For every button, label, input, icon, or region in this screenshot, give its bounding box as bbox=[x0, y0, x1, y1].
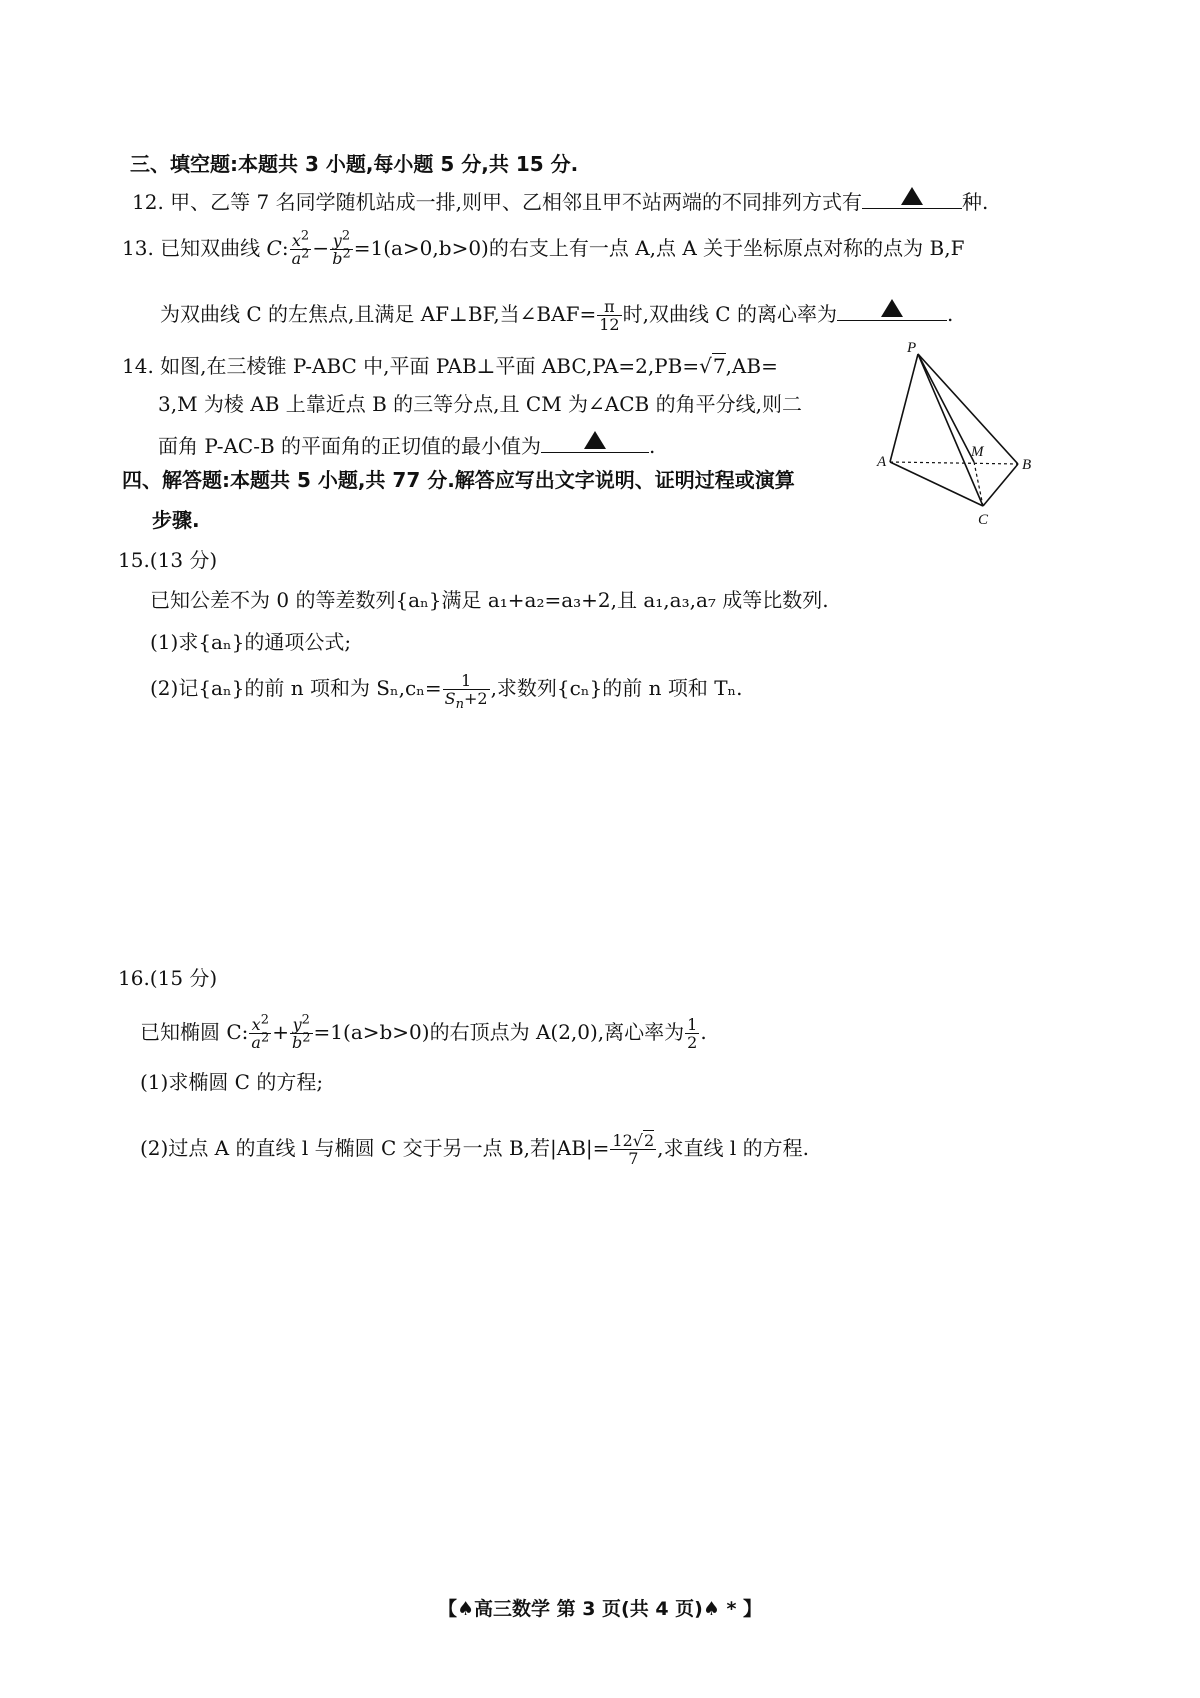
section-4-title-line2: 步骤. bbox=[152, 508, 200, 532]
edge-AC bbox=[890, 462, 983, 506]
q15-part2a: (2)记{aₙ}的前 n 项和为 Sₙ,cₙ= bbox=[150, 676, 442, 700]
q12-text: 12. 甲、乙等 7 名同学随机站成一排,则甲、乙相邻且甲不站两端的不同排列方式有 bbox=[132, 190, 862, 214]
answer-blank[interactable] bbox=[837, 296, 947, 321]
fraction-ab-length: $\frac{12√2}{7}$ bbox=[612, 1131, 655, 1168]
question-15-stem: 已知公差不为 0 的等差数列{aₙ}满足 a₁+a₂=a₃+2,且 a₁,a₃,a₇ 成等比数列. bbox=[150, 588, 829, 612]
question-16-part2 bbox=[140, 1132, 809, 1167]
fraction: $\frac{x^2}{a^2}$ bbox=[251, 1012, 270, 1052]
question-13: 13. 已知双曲线 C: $\frac{x^2}{a^2}$ − $\frac{y^2}{b^2}$ =1(a>0,b>0)的右支上有一点 A,点 A 关于坐标原点对称的点为 B,F bbox=[122, 228, 965, 268]
q16-stem-b: =1(a>b>0)的右顶点为 A(2,0),离心率为 bbox=[313, 1020, 685, 1044]
edge-PC bbox=[918, 354, 983, 506]
edge-AB-hidden bbox=[890, 462, 1018, 464]
q13-line2b: 时,双曲线 C 的离心率为 bbox=[622, 302, 837, 326]
section-4-title: 四、解答题:本题共 5 小题,共 77 分.解答应写出文字说明、证明过程或演算 bbox=[122, 468, 795, 492]
edge-PA bbox=[890, 354, 918, 462]
fraction: $\frac{y^2}{b^2}$ bbox=[332, 228, 351, 268]
question-13-line2: 为双曲线 C 的左焦点,且满足 AF⊥BF,当∠BAF= $\frac{\pi}{12}$ 时,双曲线 C 的离心率为 . bbox=[160, 297, 954, 334]
question-12 bbox=[132, 184, 988, 216]
question-15-part2 bbox=[150, 671, 743, 713]
edge-BC bbox=[983, 464, 1018, 506]
page-footer: 【♠高三数学 第 3 页(共 4 页)♠ * 】 bbox=[437, 1598, 763, 1620]
triangle-icon bbox=[901, 187, 923, 205]
q13-prefix: 13. 已知双曲线 bbox=[122, 236, 267, 260]
fraction: $\frac{x^2}{a^2}$ bbox=[291, 228, 310, 268]
q14-line1-end: ,AB= bbox=[725, 354, 778, 378]
question-16-stem: 已知椭圆 C: $\frac{x^2}{a^2}$ + $\frac{y^2}{b^2}$ =1(a>b>0)的右顶点为 A(2,0),离心率为 $\frac{1}{2}$ . bbox=[140, 1012, 707, 1052]
triangle-icon bbox=[584, 431, 606, 449]
question-14-line3: 面角 P-AC-B 的平面角的正切值的最小值为 . bbox=[158, 428, 655, 460]
q16-part2b: ,求直线 l 的方程. bbox=[657, 1136, 809, 1160]
fraction: $\frac{y^2}{b^2}$ bbox=[292, 1012, 311, 1052]
q12-suffix: 种. bbox=[961, 190, 989, 214]
fraction-pi-12: $\frac{\pi}{12}$ bbox=[599, 297, 620, 334]
question-16-header: 16.(15 分) bbox=[118, 966, 218, 990]
label-P: P bbox=[907, 340, 917, 356]
q16-stem-a: 已知椭圆 C: bbox=[140, 1020, 249, 1044]
question-15-part1: (1)求{aₙ}的通项公式; bbox=[150, 630, 352, 654]
edge-PM bbox=[918, 354, 974, 462]
label-B: B bbox=[1022, 457, 1032, 473]
edge-PB bbox=[918, 354, 1018, 464]
q14-line3: 面角 P-AC-B 的平面角的正切值的最小值为 bbox=[158, 434, 542, 458]
edge-MC-hidden bbox=[974, 462, 983, 506]
label-A: A bbox=[877, 454, 887, 470]
answer-blank[interactable] bbox=[862, 184, 962, 209]
fraction-one-half: $\frac{1}{2}$ bbox=[687, 1015, 698, 1052]
question-14: 14. 如图,在三棱锥 P-ABC 中,平面 PAB⊥平面 ABC,PA=2,PB=√7,AB= bbox=[122, 354, 778, 378]
answer-blank[interactable] bbox=[541, 428, 649, 453]
section-3-title: 三、填空题:本题共 3 小题,每小题 5 分,共 15 分. bbox=[130, 152, 579, 176]
q16-part2a: (2)过点 A 的直线 l 与椭圆 C 交于另一点 B,若|AB|= bbox=[140, 1136, 610, 1160]
triangle-icon bbox=[881, 299, 903, 317]
question-14-line2: 3,M 为棱 AB 上靠近点 B 的三等分点,且 CM 为∠ACB 的角平分线,则二 bbox=[158, 392, 802, 416]
q14-line1: 14. 如图,在三棱锥 P-ABC 中,平面 PAB⊥平面 ABC,PA=2,PB= bbox=[122, 354, 700, 378]
q13-line2a: 为双曲线 C 的左焦点,且满足 AF⊥BF,当∠BAF= bbox=[160, 302, 597, 326]
label-M: M bbox=[971, 444, 984, 460]
tetrahedron-figure bbox=[875, 338, 1050, 528]
fraction-c-n: $\frac{1}{S_n+2}$ bbox=[444, 671, 488, 713]
q15-part2b: ,求数列{cₙ}的前 n 项和 Tₙ. bbox=[490, 676, 743, 700]
label-C: C bbox=[978, 512, 989, 528]
question-16-part1: (1)求椭圆 C 的方程; bbox=[140, 1070, 324, 1094]
q13-condition: =1(a>0,b>0)的右支上有一点 A,点 A 关于坐标原点对称的点为 B,F bbox=[353, 236, 965, 260]
question-15-header: 15.(13 分) bbox=[118, 548, 218, 572]
